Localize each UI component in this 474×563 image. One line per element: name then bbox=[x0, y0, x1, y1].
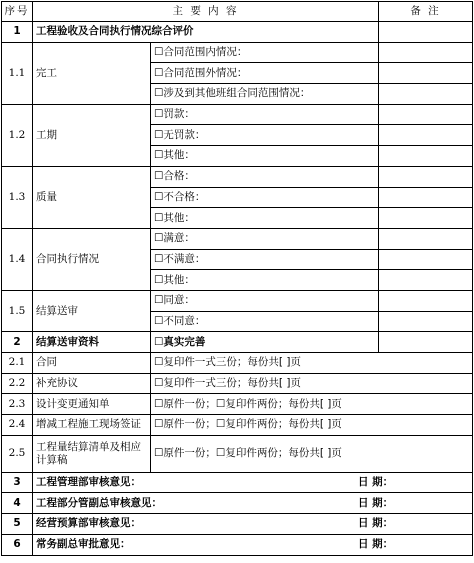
eval-row bbox=[2, 104, 473, 125]
section-no: 2 bbox=[2, 332, 33, 353]
checkbox-option: ☐不合格： bbox=[151, 187, 379, 208]
note-cell bbox=[379, 22, 473, 43]
review-label: 经营预算部审核意见： bbox=[36, 517, 141, 530]
item-no: 1.3 bbox=[2, 166, 33, 228]
note-cell bbox=[379, 249, 473, 270]
doc-label: 设计变更通知单 bbox=[33, 394, 151, 415]
note-cell bbox=[379, 228, 473, 249]
item-label: 工期 bbox=[33, 104, 151, 166]
note-cell bbox=[379, 332, 473, 353]
eval-row bbox=[2, 228, 473, 249]
doc-copies: ☐复印件一式三份；每份共[ ]页 bbox=[151, 373, 473, 394]
checkbox-option: ☐不同意： bbox=[151, 311, 379, 332]
note-cell bbox=[379, 187, 473, 208]
checkbox-option: ☐真实完善 bbox=[151, 332, 379, 353]
section-no: 1 bbox=[2, 22, 33, 43]
eval-row bbox=[2, 42, 473, 63]
note-cell bbox=[379, 290, 473, 311]
doc-copies: ☐原件一份；☐复印件两份；每份共[ ]页 bbox=[151, 394, 473, 415]
review-no: 6 bbox=[2, 534, 33, 555]
document-row bbox=[2, 415, 473, 436]
document-row bbox=[2, 435, 473, 472]
header-no: 序号 bbox=[2, 2, 33, 22]
note-cell bbox=[379, 42, 473, 63]
review-label: 工程部分管副总审核意见： bbox=[36, 496, 162, 509]
checkbox-option: ☐不满意： bbox=[151, 249, 379, 270]
note-cell bbox=[379, 166, 473, 187]
review-date: 日 期： bbox=[358, 517, 394, 530]
note-cell bbox=[379, 84, 473, 105]
note-cell bbox=[379, 146, 473, 167]
checkbox-option: ☐罚款： bbox=[151, 104, 379, 125]
doc-no: 2.3 bbox=[2, 394, 33, 415]
note-cell bbox=[379, 270, 473, 291]
review-row bbox=[2, 493, 473, 514]
document-row bbox=[2, 373, 473, 394]
review-row bbox=[2, 514, 473, 535]
doc-no: 2.5 bbox=[2, 435, 33, 472]
review-row bbox=[2, 534, 473, 555]
item-no: 1.2 bbox=[2, 104, 33, 166]
item-no: 1.4 bbox=[2, 228, 33, 290]
doc-no: 2.4 bbox=[2, 415, 33, 436]
doc-copies: ☐原件一份；☐复印件两份；每份共[ ]页 bbox=[151, 435, 473, 472]
doc-no: 2.2 bbox=[2, 373, 33, 394]
note-cell bbox=[379, 125, 473, 146]
review-label: 工程管理部审核意见： bbox=[36, 476, 141, 489]
document-row bbox=[2, 394, 473, 415]
checkbox-option: ☐满意： bbox=[151, 228, 379, 249]
doc-no: 2.1 bbox=[2, 353, 33, 374]
section-title: 结算送审资料 bbox=[33, 332, 151, 353]
review-date: 日 期： bbox=[358, 496, 394, 509]
note-cell bbox=[379, 104, 473, 125]
settlement-review-form bbox=[1, 1, 473, 556]
eval-row bbox=[2, 166, 473, 187]
item-no: 1.1 bbox=[2, 42, 33, 104]
note-cell bbox=[379, 311, 473, 332]
doc-label: 合同 bbox=[33, 353, 151, 374]
doc-label: 工程量结算清单及相应计算稿 bbox=[33, 435, 151, 472]
checkbox-option: ☐合同范围内情况： bbox=[151, 42, 379, 63]
review-row bbox=[2, 472, 473, 493]
review-cell bbox=[33, 534, 473, 555]
document-row bbox=[2, 353, 473, 374]
review-cell bbox=[33, 514, 473, 535]
note-cell bbox=[379, 63, 473, 84]
item-label: 合同执行情况 bbox=[33, 228, 151, 290]
checkbox-option: ☐合格： bbox=[151, 166, 379, 187]
item-label: 完工 bbox=[33, 42, 151, 104]
review-no: 4 bbox=[2, 493, 33, 514]
header-main: 主 要 内 容 bbox=[33, 2, 379, 22]
section-title: 工程验收及合同执行情况综合评价 bbox=[33, 22, 379, 43]
review-label: 常务副总审批意见： bbox=[36, 538, 131, 551]
eval-row bbox=[2, 290, 473, 311]
review-date: 日 期： bbox=[358, 538, 394, 551]
checkbox-option: ☐其他： bbox=[151, 270, 379, 291]
item-label: 结算送审 bbox=[33, 290, 151, 331]
checkbox-option: ☐涉及到其他班组合同范围情况： bbox=[151, 84, 379, 105]
header-row bbox=[2, 2, 473, 22]
review-cell bbox=[33, 472, 473, 493]
review-no: 3 bbox=[2, 472, 33, 493]
doc-copies: ☐原件一份；☐复印件两份；每份共[ ]页 bbox=[151, 415, 473, 436]
note-cell bbox=[379, 208, 473, 229]
item-no: 1.5 bbox=[2, 290, 33, 331]
checkbox-option: ☐无罚款： bbox=[151, 125, 379, 146]
doc-copies: ☐复印件一式三份；每份共[ ]页 bbox=[151, 353, 473, 374]
review-date: 日 期： bbox=[358, 476, 394, 489]
checkbox-option: ☐同意： bbox=[151, 290, 379, 311]
header-note: 备 注 bbox=[379, 2, 473, 22]
review-no: 5 bbox=[2, 514, 33, 535]
checkbox-option: ☐其他： bbox=[151, 208, 379, 229]
checkbox-option: ☐合同范围外情况： bbox=[151, 63, 379, 84]
item-label: 质量 bbox=[33, 166, 151, 228]
checkbox-option: ☐其他： bbox=[151, 146, 379, 167]
review-cell bbox=[33, 493, 473, 514]
section-2-row bbox=[2, 332, 473, 353]
section-1-row bbox=[2, 22, 473, 43]
doc-label: 增减工程施工现场签证 bbox=[33, 415, 151, 436]
doc-label: 补充协议 bbox=[33, 373, 151, 394]
